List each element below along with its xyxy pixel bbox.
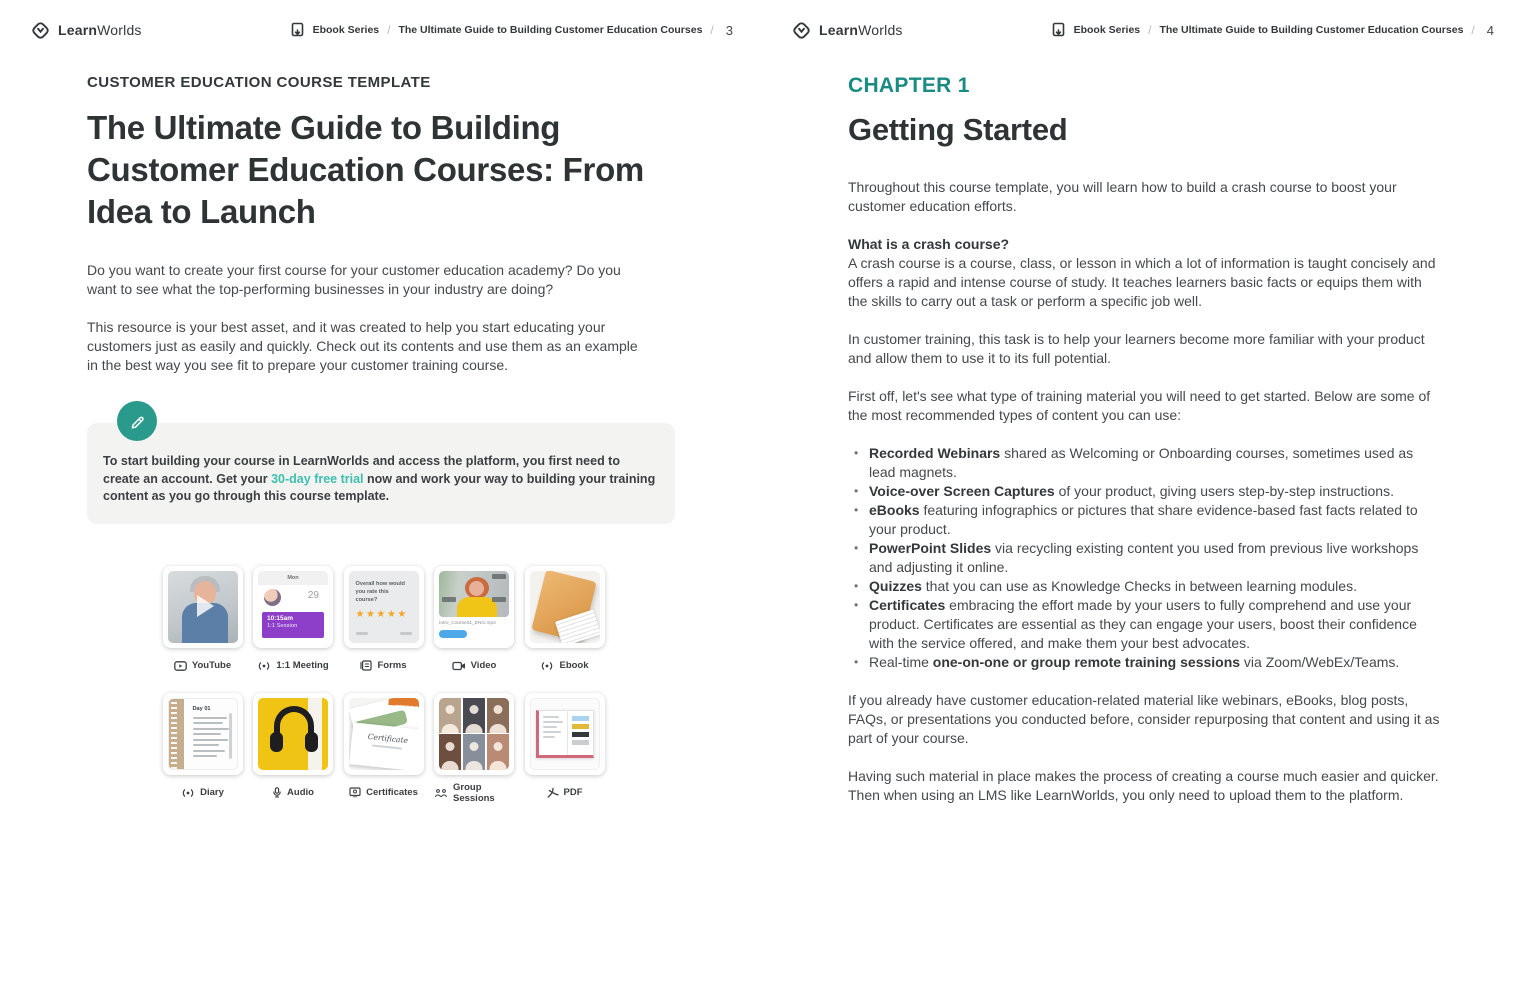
breadcrumb-separator: /: [710, 23, 714, 37]
brand-name: LearnWorlds: [819, 22, 903, 38]
meeting-calendar-card: [258, 571, 328, 643]
microphone-icon: [272, 787, 282, 798]
live-broadcast-icon: [181, 788, 195, 798]
session-slot: [262, 612, 324, 638]
play-button-icon: [197, 595, 214, 617]
video-action-pill: [439, 630, 467, 638]
tile-forms-card: [344, 566, 424, 648]
breadcrumb-title: The Ultimate Guide to Building Customer Education Courses: [398, 24, 703, 36]
learnworlds-logo-icon: [791, 20, 812, 41]
tile-label-text: 1:1 Meeting: [276, 660, 329, 671]
paragraph: First off, let's see what type of training material you will need to get started. Below are some of the most recommended types of content you can use:: [848, 388, 1431, 423]
paragraph: Having such material in place makes the process of creating a course much easier and quicker. Then when using an LMS like LearnWorlds, you only need to upload them to the platform.: [848, 768, 1439, 803]
cover-title: The Ultimate Guide to Building Customer Education Courses: From Idea to Launch: [87, 109, 644, 230]
learnworlds-logo: [30, 20, 142, 41]
calendar-day: Mon: [258, 571, 328, 585]
tile-audio: [253, 693, 333, 800]
tile-forms: [344, 566, 424, 673]
certificate-icon: [349, 787, 361, 798]
callout-text-pre: To start building your course in LearnWorlds and access the platform, you first need to create an account. Get your: [103, 454, 620, 486]
intro-paragraph-2: This resource is your best asset, and it was created to help you start educating your customers just as easily and quickly. Check out its contents and use them as an example in the best way you see fit to prepare your customer training course.: [87, 319, 638, 373]
page-number: 4: [1486, 22, 1494, 38]
video-call-grid: [439, 698, 509, 770]
tile-pdf: [525, 693, 605, 800]
tile-label-text: Forms: [377, 660, 407, 671]
session-time: 10:15am: [267, 614, 294, 622]
headphones-photo: [258, 698, 328, 770]
right-page-content: [761, 44, 1522, 805]
tile-label-text: Ebook: [559, 660, 589, 671]
pen: [229, 713, 232, 759]
tile-label-text: Diary: [200, 787, 224, 798]
page-header: [0, 0, 761, 44]
tile-video: [434, 566, 514, 673]
list-item: • Recorded Webinars shared as Welcoming or Onboarding courses, sometimes used as lead magnets.: [848, 444, 1440, 482]
live-broadcast-icon: [257, 661, 271, 671]
open-book-photo: [530, 698, 600, 770]
tile-label-text: Group Sessions: [453, 781, 495, 804]
breadcrumb: [1052, 22, 1494, 38]
live-broadcast-icon: [540, 661, 554, 671]
tile-label-text: Audio: [287, 787, 314, 798]
tile-meeting: [253, 566, 333, 673]
breadcrumb-separator: /: [1148, 23, 1152, 37]
tile-ebook: [525, 566, 605, 673]
tile-label-text: YouTube: [191, 660, 232, 671]
learnworlds-logo-icon: [30, 20, 51, 41]
callout-text: [103, 453, 659, 506]
tile-certificates: [344, 693, 424, 800]
tile-label-text: Video: [470, 660, 497, 671]
breadcrumb-separator: /: [387, 23, 391, 37]
youtube-play-icon: [174, 661, 187, 671]
calendar-date: 29: [307, 589, 319, 601]
ebook-icon: [291, 22, 305, 38]
breadcrumb: [291, 22, 733, 38]
avatar: [264, 589, 281, 606]
intro-paragraph-1: Do you want to create your first course for your customer education academy? Do you want to see what the top-performing businesses in your industry are doing?: [87, 262, 621, 297]
tile-audio-card: [253, 693, 333, 775]
list-item: • Quizzes that you can use as Knowledge Checks in between learning modules.: [848, 577, 1440, 596]
breadcrumb-title: The Ultimate Guide to Building Customer Education Courses: [1159, 24, 1464, 36]
paragraph: If you already have customer education-related material like webinars, eBooks, blog posts, FAQs, or presentations you conducted before, consider repurposing that content and using it as part of your course.: [848, 692, 1440, 746]
chapter-intro: Throughout this course template, you will learn how to build a crash course to boost your customer education efforts.: [848, 179, 1397, 214]
content-types-grid: [163, 566, 606, 804]
tile-video-card: [434, 566, 514, 648]
list-item: • Certificates embracing the effort made by your users to fully comprehend and use your product. Certificates are essential as they can engage your users, boost their confidence with the service offered, and make them your best advocates.: [848, 596, 1440, 653]
breadcrumb-separator: /: [1471, 23, 1475, 37]
callout-body: [87, 423, 675, 524]
certificate-ribbon-word: CERTIFIC: [394, 703, 418, 712]
tile-diary-card: [163, 693, 243, 775]
pencil-icon: [128, 412, 146, 430]
question-body: A crash course is a course, class, or lesson in which a lot of information is taught concisely and offers a rapid and intense course of study. It teaches learners basic facts or equips them with the skills to carry out a task or perform a specific job well.: [848, 255, 1436, 309]
group-icon: [434, 788, 448, 798]
learnworlds-logo: [791, 20, 903, 41]
list-item: • PowerPoint Slides via recycling existing content you used from previous live workshops and adjusting it online.: [848, 539, 1440, 577]
tile-label-text: PDF: [563, 787, 583, 798]
breadcrumb-series: Ebook Series: [312, 24, 380, 36]
tile-youtube-card: [163, 566, 243, 648]
tile-certificates-card: [344, 693, 424, 775]
video-thumbnail: [439, 571, 509, 617]
form-icon: [360, 660, 372, 671]
tile-meeting-card: [253, 566, 333, 648]
page-number: 3: [725, 22, 733, 38]
chapter-label: CHAPTER 1: [848, 74, 970, 97]
list-item: • eBooks featuring infographics or pictures that share evidence-based fast facts related to your product.: [848, 501, 1440, 539]
list-item: • Real-time one-on-one or group remote training sessions via Zoom/WebEx/Teams.: [848, 653, 1440, 672]
video-camera-icon: [452, 661, 466, 671]
tile-label-text: Certificates: [366, 787, 418, 798]
breadcrumb-series: Ebook Series: [1073, 24, 1141, 36]
content-types-list: [848, 444, 1440, 672]
diary-notebook: [168, 698, 238, 770]
left-page-content: [0, 44, 761, 804]
rating-stars: ★★★★★: [355, 608, 408, 620]
page-header: [761, 0, 1522, 44]
certificate-papers: [349, 698, 419, 770]
callout-text-post: now and work your way to building your training content as you go through this course template.: [103, 471, 656, 503]
callout-box: [87, 423, 675, 524]
page-right: [761, 0, 1522, 985]
video-card: [439, 571, 509, 643]
ebook-icon: [1052, 22, 1066, 38]
tile-diary: [163, 693, 243, 800]
video-filename: Intro_Course01_ENG.mp4: [439, 620, 496, 626]
tile-ebook-card: [525, 566, 605, 648]
ebook-photo: [530, 571, 600, 643]
diary-day-title: Day 01: [192, 705, 211, 712]
tile-group-sessions: [434, 693, 514, 804]
tile-pdf-card: [525, 693, 605, 775]
pencil-badge: [117, 401, 157, 441]
adobe-pdf-icon: [547, 787, 559, 798]
paragraph: In customer training, this task is to help your learners become more familiar with your product and allow them to use it to its full potential.: [848, 331, 1425, 366]
survey-card: [349, 571, 419, 643]
tile-group-sessions-card: [434, 693, 514, 775]
brand-name: LearnWorlds: [58, 22, 142, 38]
session-label: 1:1 Session: [267, 622, 298, 629]
question-heading: What is a crash course?: [848, 236, 1010, 252]
certificate-script-word: Certificate: [366, 731, 408, 745]
survey-question: Overall how would you rate this course?: [355, 580, 405, 603]
eyebrow-label: CUSTOMER EDUCATION COURSE TEMPLATE: [87, 74, 431, 91]
list-item: • Voice-over Screen Captures of your product, giving users step-by-step instructions.: [848, 482, 1440, 501]
free-trial-link[interactable]: 30-day free trial: [271, 471, 364, 486]
youtube-thumbnail: [168, 571, 238, 643]
tile-youtube: [163, 566, 243, 673]
chapter-title: Getting Started: [848, 112, 1068, 147]
